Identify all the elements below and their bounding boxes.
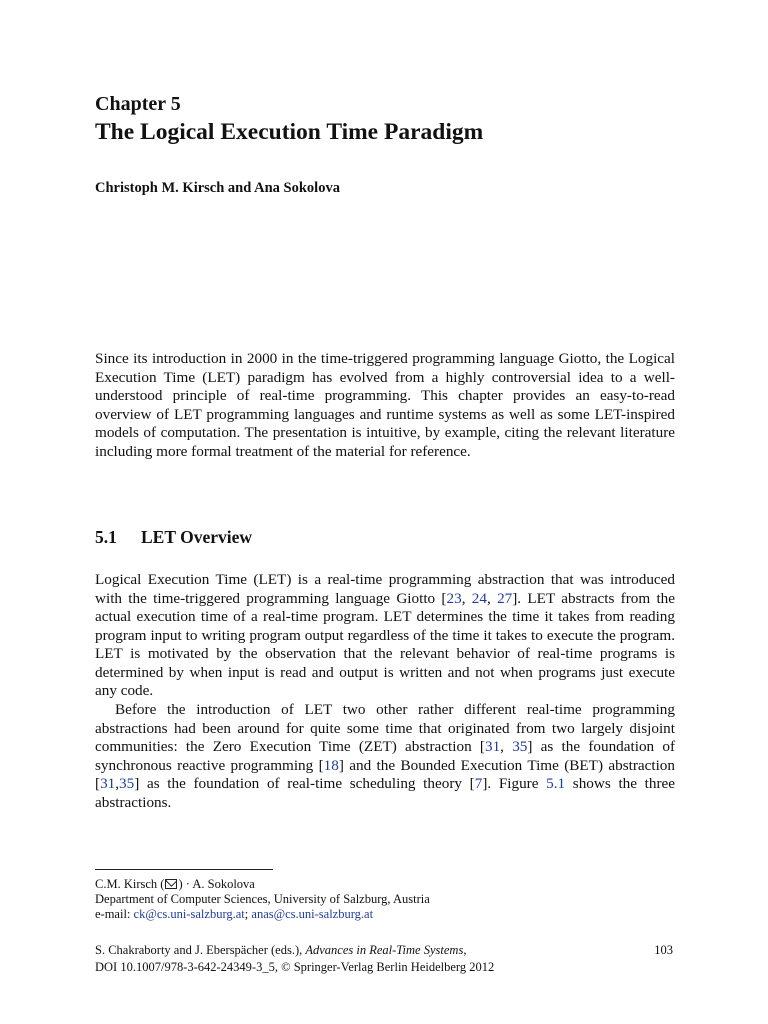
citation-link[interactable]: 31 <box>484 738 501 755</box>
email-link-sokolova[interactable]: anas@cs.uni-salzburg.at <box>251 907 374 921</box>
chapter-label: Chapter 5 <box>95 93 181 115</box>
body-paragraph-1 <box>95 571 675 701</box>
doi-line: DOI 10.1007/978-3-642-24349-3_5, © Springer-Verlag Berlin Heidelberg 2012 <box>95 960 495 974</box>
citation-separator: , <box>486 589 498 607</box>
paragraph-text: ] and the Bounded Execution Time (BET) abstraction [ <box>95 756 675 792</box>
paragraph-text: ] as the foundation of real-time scheduling theory [ <box>134 775 475 792</box>
citation-link[interactable]: 35 <box>512 738 528 755</box>
book-title: Advances in Real-Time Systems <box>305 943 464 957</box>
paragraph-text: Before the introduction of LET two other rather different real-time programming abstractions had been around for quite some time that originated from two largely disjoint communities: the Zero Execution Time (ZET) abstraction [ <box>95 701 675 755</box>
chapter-abstract: Since its introduction in 2000 in the time-triggered programming language Giotto, the Logical Execution Time (LET) paradigm has evolved from a highly controversial idea to a well-understood principle of real-time programming. This chapter provides an easy-to-read overview of LET programming languages and runtime systems as well as some LET-inspired models of computation. The presentation is intuitive, by example, citing the relevant literature including more formal treatment of the material for reference. <box>95 350 675 460</box>
citation-separator: , <box>461 589 472 607</box>
citation-separator: , <box>115 775 120 792</box>
figure-link[interactable]: 5.1 <box>546 775 566 792</box>
citation-separator: , <box>500 738 513 755</box>
book-citation <box>95 943 466 958</box>
footnote-email <box>95 907 373 922</box>
citation-link[interactable]: 24 <box>471 589 487 607</box>
paragraph-text: shows the three abstractions. <box>95 775 676 811</box>
citation-link[interactable]: 18 <box>323 756 339 774</box>
citation-link[interactable]: 7 <box>474 775 483 792</box>
section-heading <box>95 527 675 547</box>
section-title: LET Overview <box>141 527 252 547</box>
footnote-department: Department of Computer Sciences, University of Salzburg, Austria <box>95 892 430 906</box>
email-link-kirsch[interactable]: ck@cs.uni-salzburg.at <box>133 907 245 921</box>
book-editors: S. Chakraborty and J. Eberspächer (eds.), <box>95 943 306 957</box>
page-number: 103 <box>654 943 673 957</box>
footnote-author-text: C.M. Kirsch ( <box>95 877 165 891</box>
citation-link[interactable]: 35 <box>119 775 135 792</box>
chapter-title: The Logical Execution Time Paradigm <box>95 119 484 145</box>
body-paragraph-2 <box>95 701 675 812</box>
section-number: 5.1 <box>95 527 117 547</box>
footnote-author-text: ) · A. Sokolova <box>178 877 255 891</box>
paragraph-text: ]. LET abstracts from the actual execution time of a real-time program. LET determines the time it takes from reading program input to writing program output regardless of the time it takes to execute the program. LET is motivated by the observation that the relevant behavior of real-time programs is determined by when input is read and output is written and not when programs just execute any code. <box>95 589 676 699</box>
citation-link[interactable]: 31 <box>100 775 116 792</box>
book-citation-punct: , <box>463 943 467 957</box>
envelope-icon <box>165 879 177 889</box>
citation-link[interactable]: 27 <box>497 589 513 607</box>
paragraph-text: ] as the foundation of synchronous reactive programming [ <box>95 738 676 774</box>
email-separator: ; <box>244 907 252 921</box>
citation-link[interactable]: 23 <box>446 589 462 607</box>
footnote-rule <box>95 869 273 870</box>
email-label: e-mail: <box>95 907 134 921</box>
chapter-authors: Christoph M. Kirsch and Ana Sokolova <box>95 180 340 196</box>
footnote-authors <box>95 877 255 892</box>
paragraph-text: Logical Execution Time (LET) is a real-time programming abstraction that was introduced with the time-triggered programming language Giotto [ <box>95 571 675 607</box>
paragraph-text: ]. Figure <box>482 775 547 792</box>
